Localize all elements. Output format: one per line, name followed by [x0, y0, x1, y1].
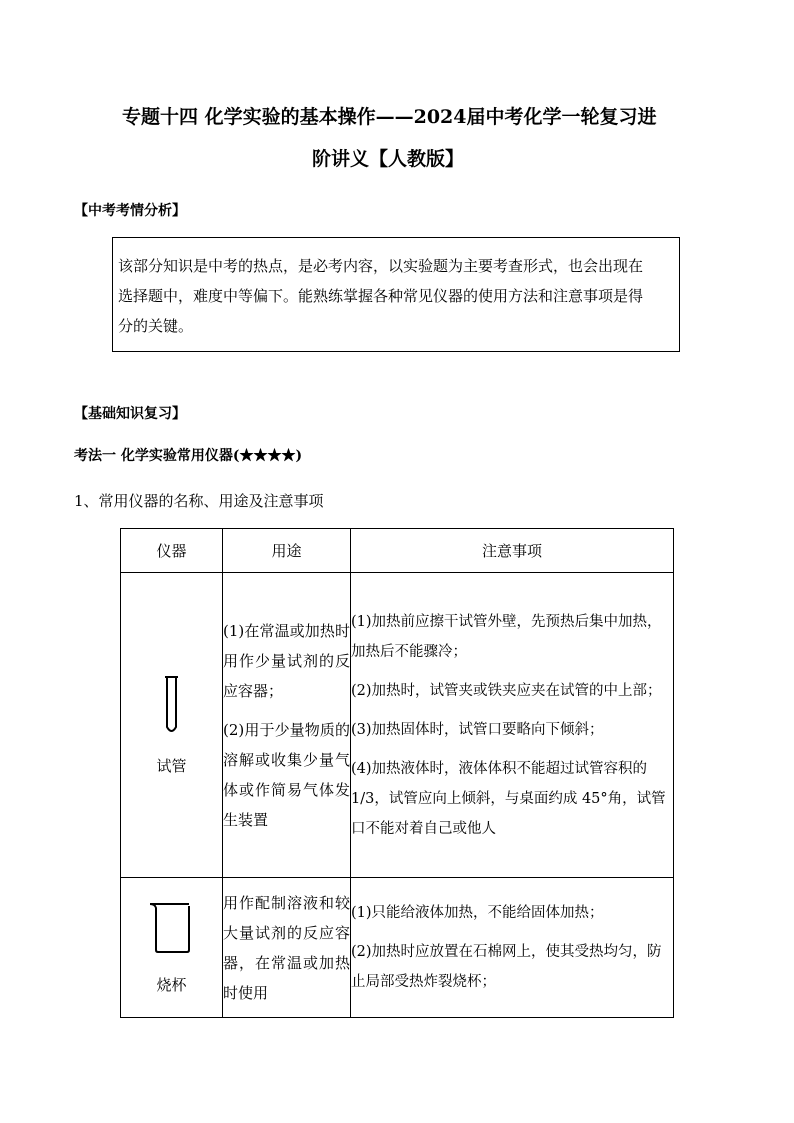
note-item: (4)加热液体时，液体体积不能超过试管容积的 1/3，试管应向上倾斜，与桌面约成 45°角，试管口不能对着自己或他人 [351, 760, 666, 837]
notes-cell [351, 878, 674, 1018]
table-row [121, 573, 674, 878]
note-item: (1)只能给液体加热，不能给固体加热； [351, 905, 604, 921]
section-heading-basic-review: 【基础知识复习】 [74, 406, 186, 422]
table-row [121, 878, 674, 1018]
section-heading-exam-analysis: 【中考考情分析】 [74, 203, 186, 219]
header-notes: 注意事项 [351, 529, 674, 573]
instrument-name: 烧杯 [156, 976, 187, 994]
use-item: (2)用于少量物质的溶解或收集少量气体或作简易气体发生装置 [223, 720, 350, 829]
note-item: (3)加热固体时，试管口要略向下倾斜； [351, 721, 604, 738]
header-instrument: 仪器 [121, 529, 223, 573]
method-heading: 考法一 化学实验常用仪器(★★★★) [74, 448, 303, 464]
instrument-table [120, 528, 674, 1018]
test-tube-icon [162, 675, 182, 737]
note-item: (1)加热前应擦干试管外壁，先预热后集中加热，加热后不能骤冷； [351, 613, 662, 660]
table-header-row [121, 529, 674, 573]
summary-text [118, 251, 674, 341]
note-item: (2)加热时应放置在石棉网上，使其受热均匀，防止局部受热炸裂烧杯； [351, 944, 662, 990]
instrument-cell [121, 573, 223, 878]
note-item: (2)加热时，试管夹或铁夹应夹在试管的中上部； [351, 682, 662, 699]
instrument-name: 试管 [156, 756, 187, 775]
summary-line: 该部分知识是中考的热点，是必考内容，以实验题为主要考查形式，也会出现在 [118, 257, 644, 275]
beaker-icon [147, 900, 197, 956]
use-item: (1)在常温或加热时用作少量试剂的反应容器； [223, 621, 350, 700]
summary-line: 选择题中，难度中等偏下。能熟练掌握各种常见仪器的使用方法和注意事项是得 [118, 287, 644, 305]
page-title-line-2: 阶讲义【人教版】 [312, 148, 465, 170]
use-item: 用作配制溶液和较大量试剂的反应容器，在常温或加热时使用 [223, 893, 350, 1002]
instrument-cell [121, 878, 223, 1018]
use-cell [223, 878, 351, 1018]
page-title-line-1: 专题十四 化学实验的基本操作——2024届中考化学一轮复习进 [122, 106, 657, 128]
summary-line: 分的关键。 [118, 317, 194, 335]
notes-cell [351, 573, 674, 878]
use-cell [223, 573, 351, 878]
header-use: 用途 [223, 529, 351, 573]
intro-text: 1、常用仪器的名称、用途及注意事项 [74, 492, 324, 510]
